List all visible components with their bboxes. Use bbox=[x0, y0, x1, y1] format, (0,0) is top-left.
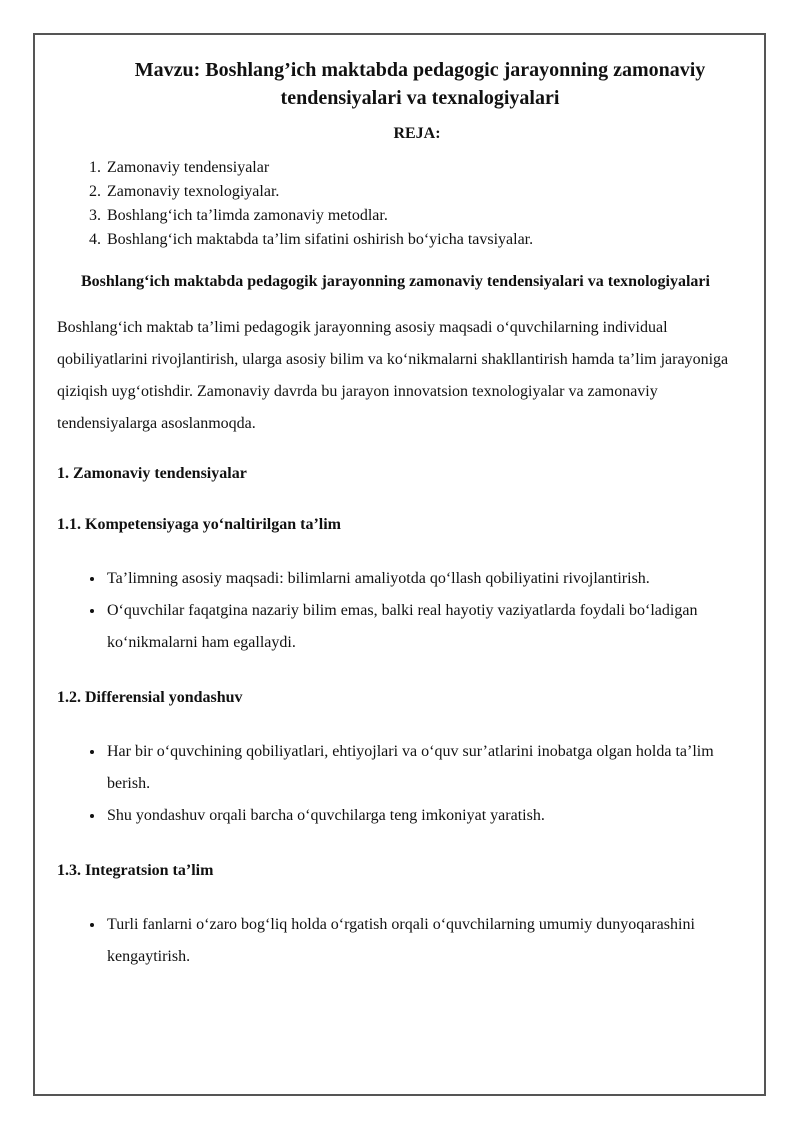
section-1-3-list bbox=[57, 909, 747, 973]
bullet-item: • Har bir o‘quvchining qobiliyatlari, ehtiyojlari va o‘quv sur’atlarini inobatga olgan holda ta’lim berish. bbox=[105, 736, 747, 800]
document-title bbox=[57, 56, 747, 112]
title-line-1: Mavzu: Boshlang’ich maktabda pedagogic jarayonning zamonaviy bbox=[134, 59, 706, 81]
section-1-3-heading: 1.3. Integratsion ta’lim bbox=[57, 862, 214, 879]
plan-label: REJA: bbox=[393, 125, 441, 142]
bullet-item: • Shu yondashuv orqali barcha o‘quvchilarga teng imkoniyat yaratish. bbox=[105, 800, 747, 832]
title-line-2: tendensiyalari va texnalogiyalari bbox=[280, 87, 560, 109]
plan-item: 1. Zamonaviy tendensiyalar bbox=[105, 156, 747, 180]
plan-list bbox=[57, 156, 747, 252]
bullet-item: • Ta’limning asosiy maqsadi: bilimlarni amaliyotda qo‘llash qobiliyatini rivojlantirish. bbox=[105, 563, 747, 595]
plan-item: 3. Boshlang‘ich ta’limda zamonaviy metodlar. bbox=[105, 204, 747, 228]
plan-item: 4. Boshlang‘ich maktabda ta’lim sifatini oshirish bo‘yicha tavsiyalar. bbox=[105, 228, 747, 252]
section-1-1-list bbox=[57, 563, 747, 659]
section-1-1-heading: 1.1. Kompetensiyaga yo‘naltirilgan ta’lim bbox=[57, 516, 341, 533]
section-1-2-heading: 1.2. Differensial yondashuv bbox=[57, 689, 243, 706]
bullet-item: • Turli fanlarni o‘zaro bog‘liq holda o‘rgatish orqali o‘quvchilarning umumiy dunyoqarashini kengaytirish. bbox=[105, 909, 747, 973]
intro-paragraph: Boshlang‘ich maktab ta’limi pedagogik jarayonning asosiy maqsadi o‘quvchilarning individual qobiliyatlarini rivojlantirish, ularga asosiy bilim va ko‘nikmalarni shakllantirish hamda ta’lim jarayoniga qiziqish uyg‘otishdir. Zamonaviy davrda bu jarayon innovatsion texnologiyalar va zamonaviy tendensiyalarga asoslanmoqda. bbox=[57, 319, 729, 432]
bullet-item: • O‘quvchilar faqatgina nazariy bilim emas, balki real hayotiy vaziyatlarda foydali bo‘ladigan ko‘nikmalarni ham egallaydi. bbox=[105, 595, 747, 659]
section-subheading: Boshlang‘ich maktabda pedagogik jarayonning zamonaviy tendensiyalari va texnologiyalari bbox=[81, 273, 710, 290]
document-body bbox=[57, 56, 747, 973]
plan-item: 2. Zamonaviy texnologiyalar. bbox=[105, 180, 747, 204]
section-1-2-list bbox=[57, 736, 747, 832]
section-1-heading: 1. Zamonaviy tendensiyalar bbox=[57, 465, 247, 482]
